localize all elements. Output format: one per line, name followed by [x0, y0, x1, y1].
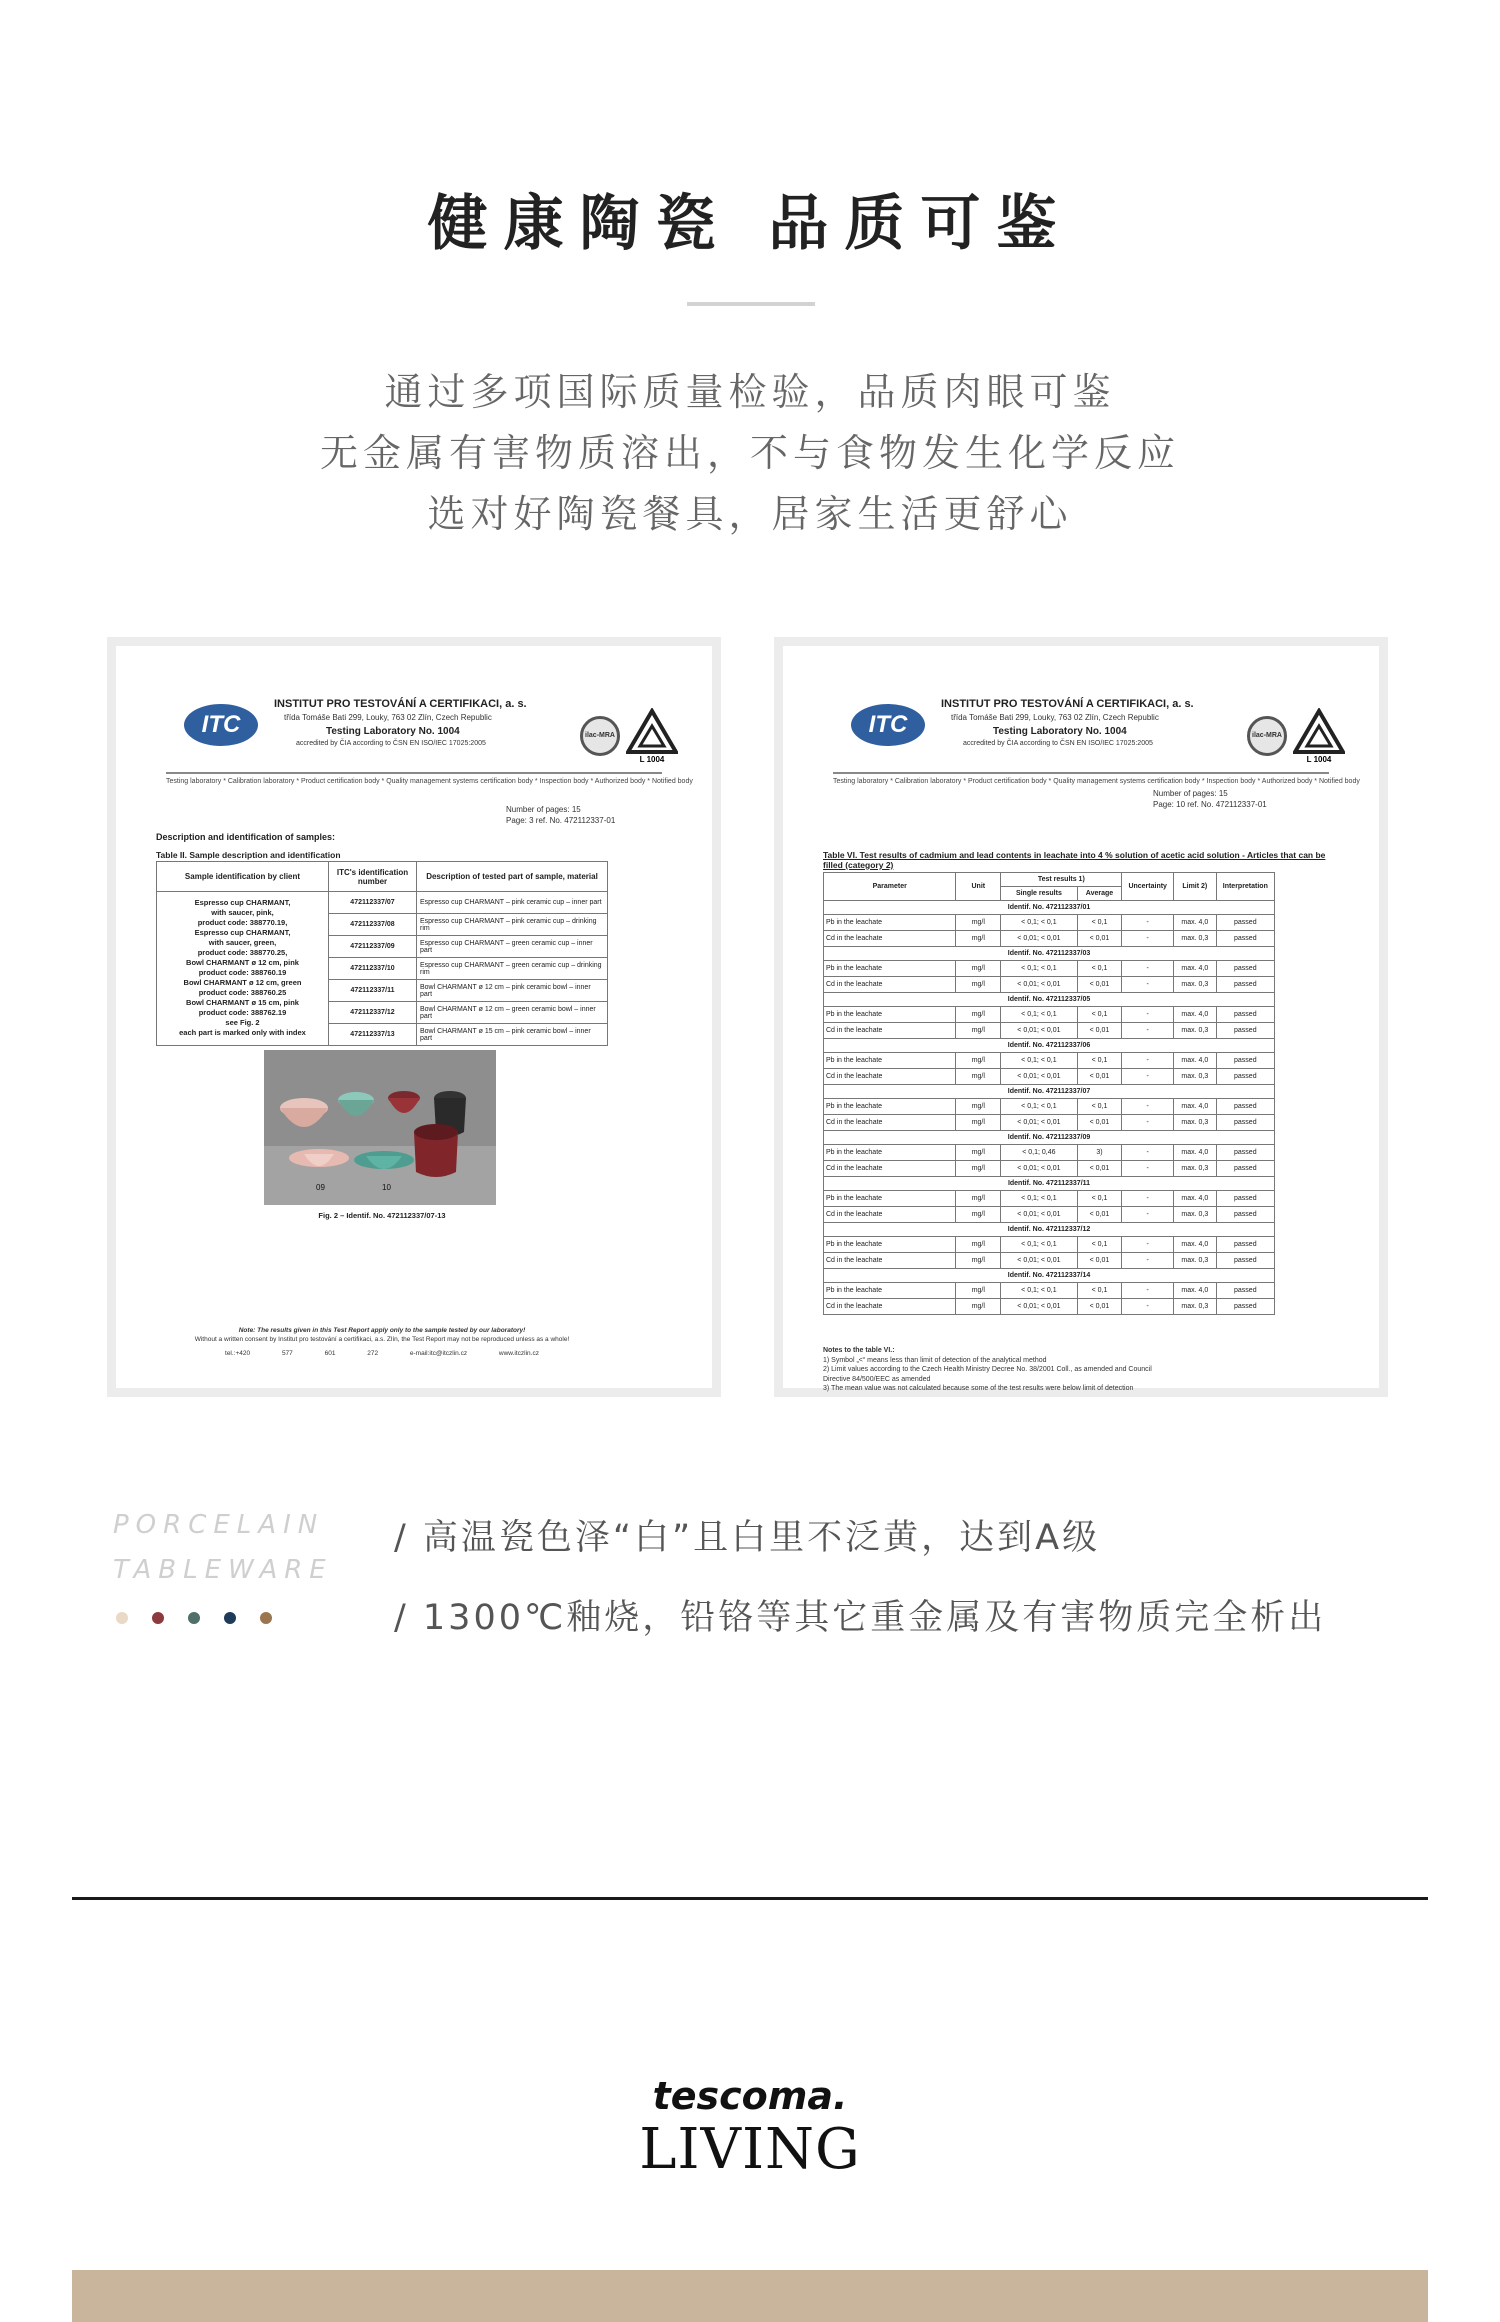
table-header-row — [824, 873, 1275, 887]
single-result-cell: < 0,1; < 0,1 — [1001, 1007, 1077, 1023]
certificate-header — [823, 686, 1339, 764]
average-cell: < 0,1 — [1077, 1283, 1122, 1299]
uncertainty-cell: - — [1122, 1069, 1174, 1085]
table-header: Average — [1077, 887, 1122, 901]
table-header-row — [157, 862, 608, 892]
interpretation-cell: passed — [1216, 1145, 1274, 1161]
uncertainty-cell: - — [1122, 1161, 1174, 1177]
ident-number: Identif. No. 472112337/01 — [824, 901, 1275, 915]
parameter-cell: Pb in the leachate — [824, 1191, 956, 1207]
sample-code: 472112337/11 — [329, 980, 417, 1002]
interpretation-cell: passed — [1216, 961, 1274, 977]
interpretation-cell: passed — [1216, 1191, 1274, 1207]
average-cell: < 0,1 — [1077, 1237, 1122, 1253]
limit-cell: max. 4,0 — [1174, 915, 1217, 931]
parameter-cell: Pb in the leachate — [824, 1145, 956, 1161]
unit-cell: mg/l — [956, 1145, 1001, 1161]
brand-logo: tescoma. — [652, 2074, 848, 2118]
uncertainty-cell: - — [1122, 1191, 1174, 1207]
ident-row — [824, 1039, 1275, 1053]
table-row — [824, 1253, 1275, 1269]
client-line: with saucer, green, — [208, 938, 277, 947]
average-cell: < 0,01 — [1077, 1299, 1122, 1315]
results-table — [823, 872, 1275, 1315]
parameter-cell: Pb in the leachate — [824, 1099, 956, 1115]
average-cell: < 0,01 — [1077, 1253, 1122, 1269]
uncertainty-cell: - — [1122, 1237, 1174, 1253]
certificate-header — [156, 686, 672, 764]
unit-cell: mg/l — [956, 1007, 1001, 1023]
uncertainty-cell: - — [1122, 1253, 1174, 1269]
table-header: Test results 1) — [1001, 873, 1122, 887]
client-line: product code: 388770.25, — [197, 948, 288, 957]
meta-page: Page: 10 ref. No. 472112337-01 — [1153, 800, 1267, 809]
uncertainty-cell: - — [1122, 1053, 1174, 1069]
table-header: Interpretation — [1216, 873, 1274, 901]
table-row — [824, 977, 1275, 993]
report-note — [156, 1326, 608, 1344]
interpretation-cell: passed — [1216, 1253, 1274, 1269]
unit-cell: mg/l — [956, 1099, 1001, 1115]
tagline-en-line2: TABLEWARE — [113, 1555, 333, 1585]
accreditation: accredited by ČIA according to ČSN EN ISO/IEC 17025:2005 — [963, 740, 1153, 747]
institute-scope: Testing laboratory * Calibration laboratory * Product certification body * Quality management systems certification body * Inspection body * Authorized body * Notified body — [833, 778, 1360, 785]
table-header: Parameter — [824, 873, 956, 901]
unit-cell: mg/l — [956, 1191, 1001, 1207]
uncertainty-cell: - — [1122, 1007, 1174, 1023]
uncertainty-cell: - — [1122, 1299, 1174, 1315]
ident-row — [824, 1131, 1275, 1145]
ident-number: Identif. No. 472112337/14 — [824, 1269, 1275, 1283]
average-cell: < 0,1 — [1077, 961, 1122, 977]
sample-code: 472112337/07 — [329, 892, 417, 914]
unit-cell: mg/l — [956, 931, 1001, 947]
parameter-cell: Cd in the leachate — [824, 1115, 956, 1131]
sample-desc: Espresso cup CHARMANT – pink ceramic cup – drinking rim — [417, 914, 608, 936]
meta-page: Page: 3 ref. No. 472112337-01 — [506, 816, 616, 825]
table-row — [824, 1069, 1275, 1085]
table-header: Sample identification by client — [157, 862, 329, 892]
ident-row — [824, 947, 1275, 961]
table-header: Uncertainty — [1122, 873, 1174, 901]
table-row — [824, 1099, 1275, 1115]
average-cell: < 0,01 — [1077, 1115, 1122, 1131]
results-body — [824, 901, 1275, 1315]
contact-tel: tel.:+420 577 601 272 — [225, 1350, 379, 1357]
limit-cell: max. 4,0 — [1174, 1237, 1217, 1253]
sample-code: 472112337/08 — [329, 914, 417, 936]
parameter-cell: Pb in the leachate — [824, 961, 956, 977]
ident-row — [824, 1269, 1275, 1283]
table-row — [824, 1161, 1275, 1177]
client-line: each part is marked only with index — [179, 1028, 306, 1037]
ident-row — [824, 901, 1275, 915]
intro-line: 通过多项国际质量检验，品质肉眼可鉴 — [384, 370, 1116, 414]
unit-cell: mg/l — [956, 1237, 1001, 1253]
parameter-cell: Cd in the leachate — [824, 1253, 956, 1269]
intro-text — [0, 362, 1500, 545]
table-row — [824, 931, 1275, 947]
single-result-cell: < 0,1; < 0,1 — [1001, 1283, 1077, 1299]
note-line: 3) The mean value was not calculated because some of the test results were below limit of detection — [823, 1385, 1134, 1392]
lab-mark-label: L 1004 — [1306, 755, 1332, 764]
note-line: 2) Limit values according to the Czech Health Ministry Decree No. 38/2001 Coll., as amended and Council — [823, 1366, 1152, 1373]
limit-cell: max. 0,3 — [1174, 1069, 1217, 1085]
limit-cell: max. 4,0 — [1174, 1145, 1217, 1161]
unit-cell: mg/l — [956, 1115, 1001, 1131]
limit-cell: max. 4,0 — [1174, 1099, 1217, 1115]
average-cell: < 0,1 — [1077, 1053, 1122, 1069]
table-row — [824, 1023, 1275, 1039]
lab-mark-label: L 1004 — [639, 755, 665, 764]
lab-title: Testing Laboratory No. 1004 — [993, 726, 1127, 737]
interpretation-cell: passed — [1216, 977, 1274, 993]
contact-web: www.itczlin.cz — [498, 1350, 539, 1357]
unit-cell: mg/l — [956, 1299, 1001, 1315]
average-cell: < 0,1 — [1077, 1099, 1122, 1115]
color-dot — [260, 1612, 272, 1624]
unit-cell: mg/l — [956, 1053, 1001, 1069]
certificate-left — [107, 637, 721, 1397]
uncertainty-cell: - — [1122, 1145, 1174, 1161]
average-cell: < 0,01 — [1077, 1207, 1122, 1223]
limit-cell: max. 4,0 — [1174, 961, 1217, 977]
unit-cell: mg/l — [956, 915, 1001, 931]
contact-line — [156, 1350, 608, 1357]
table-header: Description of tested part of sample, material — [417, 862, 608, 892]
color-dot — [224, 1612, 236, 1624]
uncertainty-cell: - — [1122, 1023, 1174, 1039]
sample-desc: Espresso cup CHARMANT – green ceramic cup – drinking rim — [417, 958, 608, 980]
section-title: Description and identification of samples: — [156, 832, 336, 842]
table-row — [824, 961, 1275, 977]
table-row — [824, 1299, 1275, 1315]
sample-code: 472112337/13 — [329, 1024, 417, 1046]
client-line: product code: 388760.19 — [198, 968, 287, 977]
unit-cell: mg/l — [956, 1253, 1001, 1269]
table-title: Table II. Sample description and identification — [156, 850, 341, 860]
limit-cell: max. 4,0 — [1174, 1283, 1217, 1299]
average-cell: 3) — [1077, 1145, 1122, 1161]
average-cell: < 0,01 — [1077, 1161, 1122, 1177]
client-line: Espresso cup CHARMANT, — [194, 928, 291, 937]
intro-line: 无金属有害物质溶出，不与食物发生化学反应 — [319, 431, 1180, 475]
page-title: 健康陶瓷 品质可鉴 — [427, 189, 1073, 259]
color-dot — [188, 1612, 200, 1624]
sample-desc: Bowl CHARMANT ø 12 cm – pink ceramic bowl – inner part — [417, 980, 608, 1002]
table-row — [824, 1191, 1275, 1207]
interpretation-cell: passed — [1216, 915, 1274, 931]
single-result-cell: < 0,01; < 0,01 — [1001, 1023, 1077, 1039]
note-line: 1) Symbol „<“ means less than limit of detection of the analytical method — [823, 1356, 1047, 1364]
parameter-cell: Pb in the leachate — [824, 915, 956, 931]
client-line: product code: 388762.19 — [198, 1008, 287, 1017]
limit-cell: max. 0,3 — [1174, 1207, 1217, 1223]
interpretation-cell: passed — [1216, 1283, 1274, 1299]
unit-cell: mg/l — [956, 1283, 1001, 1299]
ident-number: Identif. No. 472112337/11 — [824, 1177, 1275, 1191]
limit-cell: max. 0,3 — [1174, 1115, 1217, 1131]
table-row — [824, 915, 1275, 931]
note-bold: Note: The results given in this Test Report apply only to the sample tested by our laboratory! — [238, 1327, 526, 1334]
page-meta — [506, 804, 615, 826]
client-line: Bowl CHARMANT ø 15 cm, pink — [186, 998, 299, 1007]
client-line: see Fig. 2 — [225, 1018, 260, 1027]
single-result-cell: < 0,01; < 0,01 — [1001, 1115, 1077, 1131]
header-rule — [833, 772, 1329, 774]
interpretation-cell: passed — [1216, 1207, 1274, 1223]
institute-address: třída Tomáše Bati 299, Louky, 763 02 Zlín, Czech Republic — [951, 713, 1159, 722]
table-row — [157, 892, 608, 914]
single-result-cell: < 0,1; 0,46 — [1001, 1145, 1077, 1161]
client-line: product code: 388760.25 — [198, 988, 287, 997]
sample-desc: Espresso cup CHARMANT – green ceramic cup – inner part — [417, 936, 608, 958]
table-header: ITC's identification number — [329, 862, 417, 892]
parameter-cell: Pb in the leachate — [824, 1007, 956, 1023]
certificate-page — [156, 686, 693, 1357]
parameter-cell: Pb in the leachate — [824, 1053, 956, 1069]
itc-logo: ITC — [184, 704, 258, 746]
average-cell: < 0,1 — [1077, 1191, 1122, 1207]
client-line: with saucer, pink, — [211, 908, 274, 917]
contact-email: e-mail:itc@itczlin.cz — [409, 1350, 468, 1357]
meta-pages: Number of pages: 15 — [1153, 789, 1228, 798]
client-line: Espresso cup CHARMANT, — [194, 898, 291, 907]
single-result-cell: < 0,1; < 0,1 — [1001, 961, 1077, 977]
uncertainty-cell: - — [1122, 961, 1174, 977]
interpretation-cell: passed — [1216, 1007, 1274, 1023]
ident-number: Identif. No. 472112337/09 — [824, 1131, 1275, 1145]
lab-mark-icon — [1293, 708, 1345, 764]
institute-name: INSTITUT PRO TESTOVÁNÍ A CERTIFIKACI, a. s. — [941, 698, 1194, 710]
ident-number: Identif. No. 472112337/07 — [824, 1085, 1275, 1099]
sample-photo — [264, 1050, 496, 1205]
unit-cell: mg/l — [956, 1161, 1001, 1177]
unit-cell: mg/l — [956, 1069, 1001, 1085]
itc-logo: ITC — [851, 704, 925, 746]
interpretation-cell: passed — [1216, 931, 1274, 947]
limit-cell: max. 0,3 — [1174, 977, 1217, 993]
ident-row — [824, 1177, 1275, 1191]
parameter-cell: Cd in the leachate — [824, 977, 956, 993]
note-line: Without a written consent by Institut pro testování a certifikaci, a.s. Zlín, the Test Report may not be reproduced unless as a whole! — [194, 1336, 570, 1343]
single-result-cell: < 0,01; < 0,01 — [1001, 1069, 1077, 1085]
ident-number: Identif. No. 472112337/03 — [824, 947, 1275, 961]
single-result-cell: < 0,01; < 0,01 — [1001, 1161, 1077, 1177]
table-title: Table VI. Test results of cadmium and lead contents in leachate into 4 % solution of acetic acid solution - Articles that can be filled (category 2) — [823, 850, 1326, 870]
page-meta — [1153, 788, 1267, 810]
table-row — [824, 1237, 1275, 1253]
ident-row — [824, 1085, 1275, 1099]
sample-desc: Espresso cup CHARMANT – pink ceramic cup – inner part — [417, 892, 608, 914]
lab-mark-icon — [626, 708, 678, 764]
client-line: product code: 388770.19, — [197, 918, 288, 927]
institute-address: třída Tomáše Bati 299, Louky, 763 02 Zlín, Czech Republic — [284, 713, 492, 722]
parameter-cell: Cd in the leachate — [824, 931, 956, 947]
single-result-cell: < 0,01; < 0,01 — [1001, 931, 1077, 947]
table-row — [824, 1145, 1275, 1161]
interpretation-cell: passed — [1216, 1237, 1274, 1253]
notes-title: Notes to the table VI.: — [823, 1347, 895, 1354]
limit-cell: max. 4,0 — [1174, 1007, 1217, 1023]
ident-number: Identif. No. 472112337/06 — [824, 1039, 1275, 1053]
parameter-cell: Cd in the leachate — [824, 1161, 956, 1177]
tagline-en-line1: PORCELAIN — [113, 1510, 325, 1540]
average-cell: < 0,01 — [1077, 931, 1122, 947]
parameter-cell: Cd in the leachate — [824, 1069, 956, 1085]
ident-number: Identif. No. 472112337/12 — [824, 1223, 1275, 1237]
table-header: Single results — [1001, 887, 1077, 901]
interpretation-cell: passed — [1216, 1299, 1274, 1315]
interpretation-cell: passed — [1216, 1115, 1274, 1131]
average-cell: < 0,1 — [1077, 1007, 1122, 1023]
interpretation-cell: passed — [1216, 1161, 1274, 1177]
client-description — [157, 892, 329, 1046]
header-rule — [166, 772, 662, 774]
ident-number: Identif. No. 472112337/05 — [824, 993, 1275, 1007]
single-result-cell: < 0,1; < 0,1 — [1001, 1053, 1077, 1069]
note-line: Directive 84/500/EEC as amended — [823, 1375, 931, 1383]
uncertainty-cell: - — [1122, 977, 1174, 993]
sample-desc: Bowl CHARMANT ø 12 cm – green ceramic bowl – inner part — [417, 1002, 608, 1024]
parameter-cell: Cd in the leachate — [824, 1299, 956, 1315]
uncertainty-cell: - — [1122, 1115, 1174, 1131]
average-cell: < 0,01 — [1077, 977, 1122, 993]
photo-label: 10 — [382, 1183, 391, 1192]
feature-line: / 高温瓷色泽“白”且白里不泛黄，达到A级 — [394, 1518, 1101, 1558]
ident-row — [824, 993, 1275, 1007]
single-result-cell: < 0,1; < 0,1 — [1001, 1099, 1077, 1115]
table-header: Limit 2) — [1174, 873, 1217, 901]
sample-table — [156, 861, 608, 1046]
client-line: Bowl CHARMANT ø 12 cm, green — [183, 978, 302, 987]
interpretation-cell: passed — [1216, 1023, 1274, 1039]
divider-line — [72, 1897, 1428, 1900]
single-result-cell: < 0,1; < 0,1 — [1001, 1191, 1077, 1207]
average-cell: < 0,01 — [1077, 1069, 1122, 1085]
single-result-cell: < 0,01; < 0,01 — [1001, 977, 1077, 993]
ident-row — [824, 1223, 1275, 1237]
certificate-page — [823, 686, 1360, 1392]
limit-cell: max. 0,3 — [1174, 1299, 1217, 1315]
table-row — [824, 1115, 1275, 1131]
sample-code: 472112337/09 — [329, 936, 417, 958]
interpretation-cell: passed — [1216, 1053, 1274, 1069]
brand-subtitle: LIVING — [639, 2117, 861, 2182]
color-dot — [152, 1612, 164, 1624]
limit-cell: max. 4,0 — [1174, 1191, 1217, 1207]
unit-cell: mg/l — [956, 977, 1001, 993]
single-result-cell: < 0,1; < 0,1 — [1001, 915, 1077, 931]
color-dot — [116, 1612, 128, 1624]
unit-cell: mg/l — [956, 1023, 1001, 1039]
feature-line: / 1300℃釉烧，铅铬等其它重金属及有害物质完全析出 — [394, 1598, 1327, 1638]
limit-cell: max. 0,3 — [1174, 931, 1217, 947]
client-line: Bowl CHARMANT ø 12 cm, pink — [186, 958, 299, 967]
table-row — [824, 1207, 1275, 1223]
table-notes — [823, 1346, 1275, 1394]
lab-title: Testing Laboratory No. 1004 — [326, 726, 460, 737]
table-row — [824, 1053, 1275, 1069]
sample-code: 472112337/12 — [329, 1002, 417, 1024]
sample-desc: Bowl CHARMANT ø 15 cm – pink ceramic bowl – inner part — [417, 1024, 608, 1046]
parameter-cell: Cd in the leachate — [824, 1207, 956, 1223]
table-row — [824, 1007, 1275, 1023]
uncertainty-cell: - — [1122, 1207, 1174, 1223]
single-result-cell: < 0,1; < 0,1 — [1001, 1237, 1077, 1253]
single-result-cell: < 0,01; < 0,01 — [1001, 1299, 1077, 1315]
uncertainty-cell: - — [1122, 931, 1174, 947]
ilac-mra-seal: ilac-MRA — [1247, 716, 1287, 756]
uncertainty-cell: - — [1122, 1099, 1174, 1115]
certificate-right — [774, 637, 1388, 1397]
accreditation: accredited by ČIA according to ČSN EN ISO/IEC 17025:2005 — [296, 740, 486, 747]
parameter-cell: Pb in the leachate — [824, 1283, 956, 1299]
limit-cell: max. 0,3 — [1174, 1023, 1217, 1039]
average-cell: < 0,01 — [1077, 1023, 1122, 1039]
limit-cell: max. 4,0 — [1174, 1053, 1217, 1069]
average-cell: < 0,1 — [1077, 915, 1122, 931]
sample-code: 472112337/10 — [329, 958, 417, 980]
limit-cell: max. 0,3 — [1174, 1253, 1217, 1269]
interpretation-cell: passed — [1216, 1069, 1274, 1085]
title-underline — [687, 302, 815, 306]
institute-name: INSTITUT PRO TESTOVÁNÍ A CERTIFIKACI, a. s. — [274, 698, 527, 710]
photo-label: 09 — [316, 1183, 325, 1192]
table-header: Unit — [956, 873, 1001, 901]
unit-cell: mg/l — [956, 1207, 1001, 1223]
limit-cell: max. 0,3 — [1174, 1161, 1217, 1177]
figure-caption: Fig. 2 – Identif. No. 472112337/07-13 — [318, 1211, 446, 1220]
intro-line: 选对好陶瓷餐具，居家生活更舒心 — [427, 492, 1073, 536]
table-row — [824, 1283, 1275, 1299]
ilac-mra-seal: ilac-MRA — [580, 716, 620, 756]
uncertainty-cell: - — [1122, 1283, 1174, 1299]
parameter-cell: Cd in the leachate — [824, 1023, 956, 1039]
meta-pages: Number of pages: 15 — [506, 805, 581, 814]
single-result-cell: < 0,01; < 0,01 — [1001, 1207, 1077, 1223]
institute-scope: Testing laboratory * Calibration laboratory * Product certification body * Quality management systems certification body * Inspection body * Authorized body * Notified body — [166, 778, 693, 785]
unit-cell: mg/l — [956, 961, 1001, 977]
bottom-color-bar — [72, 2270, 1428, 2322]
parameter-cell: Pb in the leachate — [824, 1237, 956, 1253]
single-result-cell: < 0,01; < 0,01 — [1001, 1253, 1077, 1269]
uncertainty-cell: - — [1122, 915, 1174, 931]
interpretation-cell: passed — [1216, 1099, 1274, 1115]
